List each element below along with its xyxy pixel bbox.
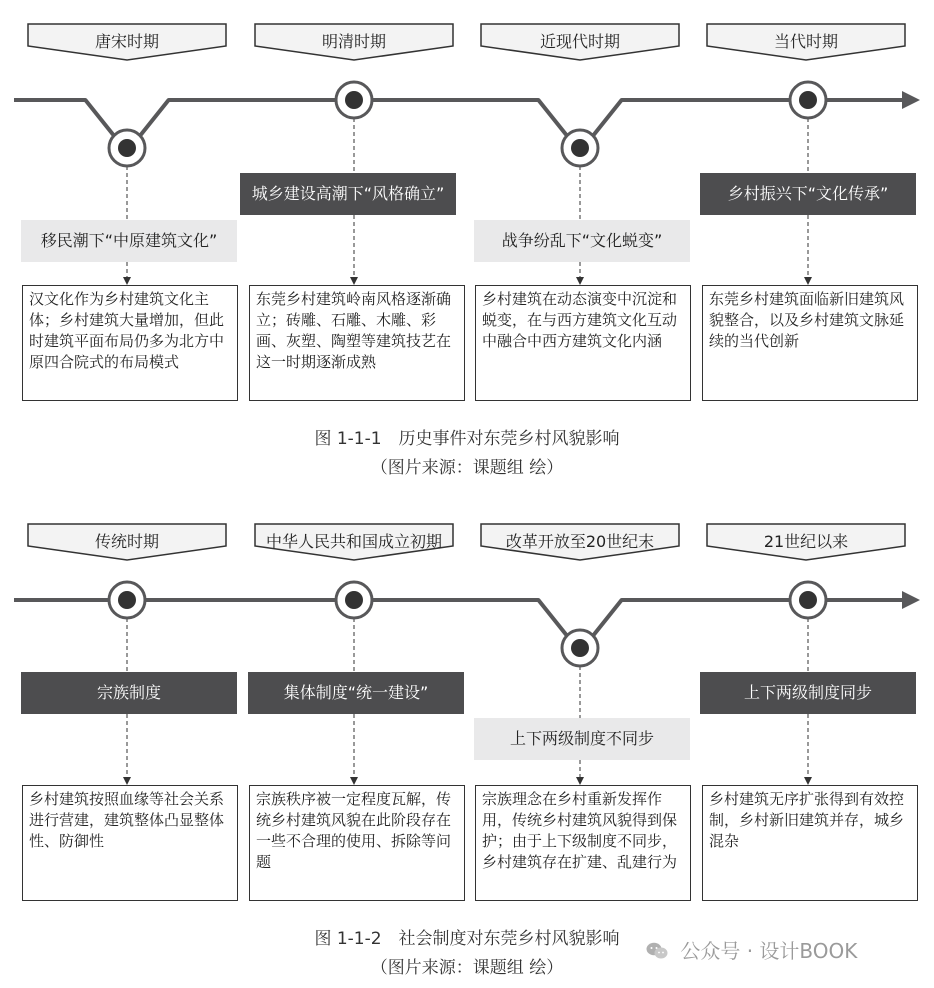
description-box-1: 汉文化作为乡村建筑文化主体；乡村建筑大量增加，但此时建筑平面布局仍多为北方中原四合院式的布局模式 [22, 285, 238, 401]
timeline-node-dot [571, 639, 589, 657]
figure-caption: 图 1-1-1 历史事件对东莞乡村风貌影响 [314, 429, 620, 449]
timeline-line [14, 100, 905, 142]
connector-arrowhead [576, 777, 584, 785]
wechat-icon [646, 942, 668, 960]
timeline-line [14, 600, 905, 642]
description-box-1: 乡村建筑按照血缘等社会关系进行营建，建筑整体凸显整体性、防御性 [22, 785, 238, 901]
connector-arrowhead [576, 277, 584, 285]
timeline-arrow [902, 591, 920, 609]
timeline-node-dot [118, 591, 136, 609]
timeline-svg [0, 500, 934, 980]
system-label-2: 集体制度“统一建设” [248, 672, 464, 714]
timeline-node-dot [799, 591, 817, 609]
connector-arrowhead [123, 277, 131, 285]
period-contemporary: 当代时期 [702, 22, 910, 62]
system-label-4: 上下两级制度同步 [700, 672, 916, 714]
figure-source: （图片来源：课题组 绘） [370, 458, 564, 478]
figure-1 [0, 0, 934, 480]
description-box-4: 东莞乡村建筑面临新旧建筑风貌整合，以及乡村建筑文脉延续的当代创新 [702, 285, 918, 401]
period-tang-song: 唐宋时期 [23, 22, 231, 62]
event-label-4: 乡村振兴下“文化传承” [700, 173, 916, 215]
period-modern: 近现代时期 [476, 22, 684, 62]
period-21st-century: 21世纪以来 [702, 522, 910, 562]
timeline-node-dot [799, 91, 817, 109]
connector-arrowhead [804, 277, 812, 285]
system-label-3: 上下两级制度不同步 [474, 718, 690, 760]
period-reform: 改革开放至20世纪末 [476, 522, 684, 562]
connector-arrowhead [350, 777, 358, 785]
event-label-3: 战争纷乱下“文化蜕变” [474, 220, 690, 262]
period-traditional: 传统时期 [23, 522, 231, 562]
description-box-3: 宗族理念在乡村重新发挥作用，传统乡村建筑风貌得到保护；由于上下级制度不同步，乡村建筑存在扩建、乱建行为 [475, 785, 691, 901]
timeline-node-dot [345, 591, 363, 609]
timeline-arrow [902, 91, 920, 109]
connector-arrowhead [804, 777, 812, 785]
description-box-2: 宗族秩序被一定程度瓦解，传统乡村建筑风貌在此阶段存在一些不合理的使用、拆除等问题 [249, 785, 465, 901]
event-label-1: 移民潮下“中原建筑文化” [21, 220, 237, 262]
description-box-4: 乡村建筑无序扩张得到有效控制，乡村新旧建筑并存，城乡混杂 [702, 785, 918, 901]
period-ming-qing: 明清时期 [250, 22, 458, 62]
timeline-node-dot [345, 91, 363, 109]
description-box-2: 东莞乡村建筑岭南风格逐渐确立；砖雕、石雕、木雕、彩画、灰塑、陶塑等建筑技艺在这一时期逐渐成熟 [249, 285, 465, 401]
figure-caption: 图 1-1-2 社会制度对东莞乡村风貌影响 [314, 929, 620, 949]
connector-arrowhead [123, 777, 131, 785]
figure-source: （图片来源：课题组 绘） [370, 958, 564, 978]
connector-arrowhead [350, 277, 358, 285]
watermark-text: 公众号 · 设计BOOK [680, 939, 858, 963]
timeline-node-dot [571, 139, 589, 157]
figure-2 [0, 500, 934, 980]
event-label-2: 城乡建设高潮下“风格确立” [240, 173, 456, 215]
watermark [646, 935, 857, 964]
description-box-3: 乡村建筑在动态演变中沉淀和蜕变，在与西方建筑文化互动中融合中西方建筑文化内涵 [475, 285, 691, 401]
period-prc-founding: 中华人民共和国成立初期 [250, 522, 458, 562]
timeline-node-dot [118, 139, 136, 157]
system-label-1: 宗族制度 [21, 672, 237, 714]
